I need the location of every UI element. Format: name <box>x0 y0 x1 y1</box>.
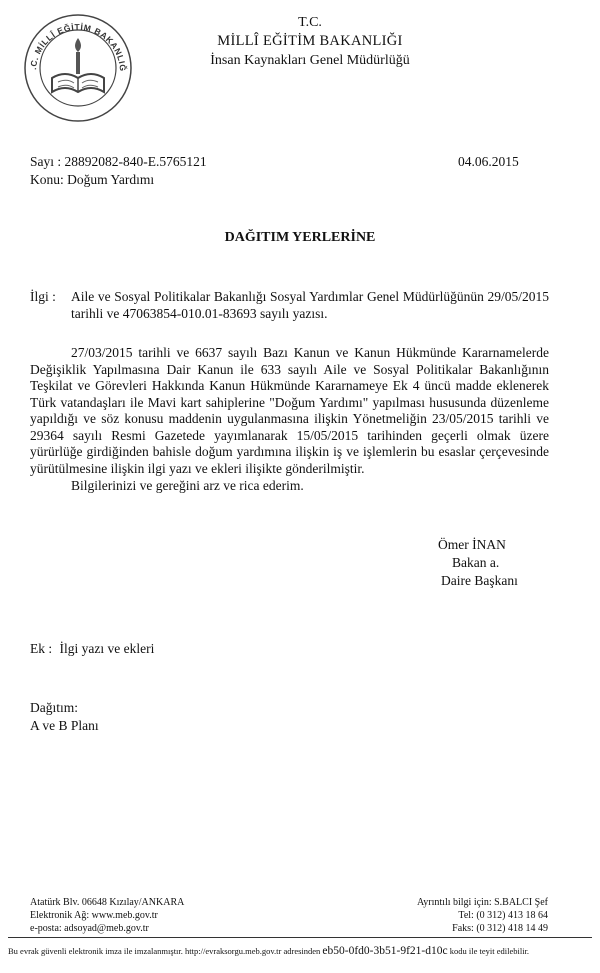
addressee-heading: DAĞITIM YERLERİNE <box>224 230 376 245</box>
ministry-seal-graphic <box>22 12 134 124</box>
body-paragraph-2: Bilgilerinizi ve gereğini arz ve rica ederim. <box>71 478 304 493</box>
footer-divider <box>8 937 592 938</box>
distribution-value: A ve B Planı <box>30 718 99 733</box>
footer-address: Atatürk Blv. 06648 Kızılay/ANKARA <box>30 897 185 908</box>
sayi-label: Sayı : <box>30 154 62 169</box>
footer-tel: Tel: (0 312) 413 18 64 <box>458 910 548 921</box>
signatory-proxy: Bakan a. <box>452 555 500 570</box>
ek-line <box>30 641 154 658</box>
footer-fax: Faks: (0 312) 418 14 49 <box>452 923 548 934</box>
verification-suffix: kodu ile teyit edilebilir. <box>449 946 530 956</box>
konu-line <box>30 172 154 189</box>
footer-web: Elektronik Ağ: www.meb.gov.tr <box>30 910 158 921</box>
footer-contact: Ayrıntılı bilgi için: S.BALCI Şef <box>416 897 548 908</box>
verification-line <box>8 945 598 957</box>
verification-text: Bu evrak güvenli elektronik imza ile imzalanmıştır. http://evraksorgu.meb.gov.tr adresinden <box>8 946 321 956</box>
ek-value: İlgi yazı ve ekleri <box>59 641 155 656</box>
sayi-value: 28892082-840-E.5765121 <box>64 154 207 169</box>
verification-code: eb50-0fd0-3b51-9f21-d10c <box>322 945 448 957</box>
document-date: 04.06.2015 <box>458 154 519 169</box>
signatory-name: Ömer İNAN <box>438 537 506 552</box>
konu-label: Konu: <box>30 172 64 187</box>
header-ministry: MİLLÎ EĞİTİM BAKANLIĞI <box>217 33 403 49</box>
ek-label: Ek : <box>30 641 53 656</box>
ilgi-label: İlgi : <box>30 289 56 304</box>
svg-text:T.C. MİLLÎ EĞİTİM BAKANLIĞI: .C. MİLLÎ EĞİTİM BAKANLIĞ <box>28 21 129 73</box>
distribution-label: Dağıtım: <box>30 700 78 715</box>
sayi-line <box>30 154 207 171</box>
signatory-title: Daire Başkanı <box>441 573 518 588</box>
body-paragraph-1: 27/03/2015 tarihli ve 6637 sayılı Bazı Kanun ve Kanun Hükmünde Kararnamelerde Değişiklik Yapılmasına Dair Kanun ile 633 sayılı Aile ve Sosyal Politikalar Bakanlığının Teşkilat ve Görevleri Hakkında Kanun Hükmünde Kararnameye Ek 4 üncü madde eklenerek Türk vatandaşları ile Mavi kart sahiplerine "Doğum Yardımı" yapılması hususunda düzenleme yapıldığı ve söz konusu maddenin uygulanmasına ilişkin Yönetmeliğin 23/05/2015 tarihli ve 29364 sayılı Resmi Gazetede yayımlanarak 15/05/2015 tarihinden geçerli olmak üzere yürürlüğe girdiğinden bahisle doğum yardımına ilişkin iş ve işlemlerin bu esaslar çerçevesinde yürütülmesine ilişkin ilgi yazı ve ekleri ilişikte gönderilmiştir. <box>30 345 549 476</box>
header-tc: T.C. <box>298 15 322 30</box>
ministry-seal <box>22 12 134 124</box>
ilgi-text: Aile ve Sosyal Politikalar Bakanlığı Sosyal Yardımlar Genel Müdürlüğünün 29/05/2015 tarihli ve 47063854-010.01-83693 sayılı yazısı. <box>71 289 549 321</box>
konu-value: Doğum Yardımı <box>67 172 155 187</box>
footer-email: e-posta: adsoyad@meb.gov.tr <box>30 923 149 934</box>
header-department: İnsan Kaynakları Genel Müdürlüğü <box>210 53 410 68</box>
